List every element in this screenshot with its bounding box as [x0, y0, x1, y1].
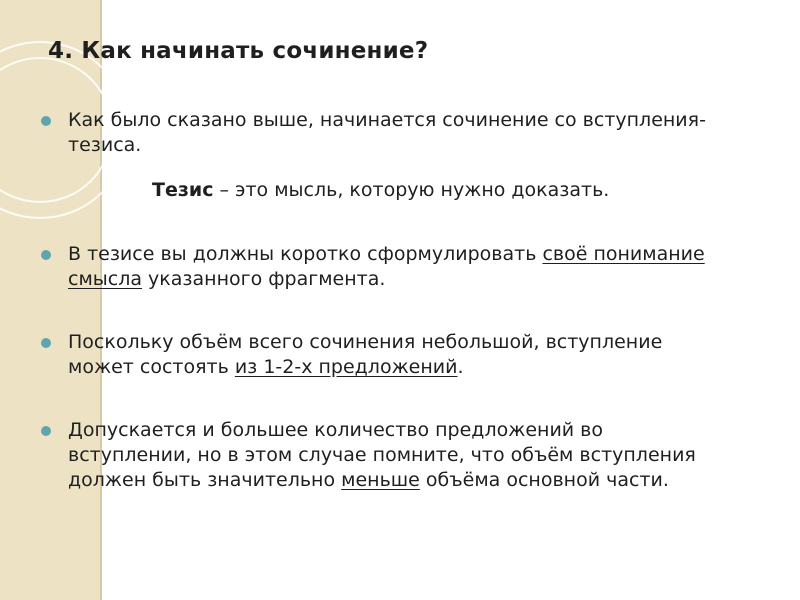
bullet-dot-icon	[41, 250, 51, 260]
thesis-term: Тезис	[152, 179, 214, 201]
bullet-text-underlined: меньше	[341, 469, 420, 491]
bullet-text: Как было сказано выше, начинается сочинение со вступления-тезиса.	[68, 109, 706, 156]
bullet-item	[40, 108, 730, 158]
bullet-dot-icon	[41, 338, 51, 348]
bullet-item	[40, 242, 730, 292]
bullet-dot-icon	[41, 426, 51, 436]
slide-title: 4. Как начинать сочинение?	[48, 38, 429, 64]
bullet-item	[40, 330, 730, 380]
bullet-text-before: В тезисе вы должны коротко сформулировать	[68, 243, 543, 265]
slide-content	[40, 108, 730, 493]
bullet-text-after: объёма основной части.	[419, 469, 669, 491]
bullet-item	[40, 418, 730, 493]
thesis-definition	[40, 178, 730, 203]
bullet-text-underlined: своё понимание смысла	[68, 243, 705, 290]
bullet-text-underlined: из 1-2-х предложений	[234, 356, 458, 378]
thesis-definition-text: – это мысль, которую нужно доказать.	[213, 179, 610, 201]
bullet-dot-icon	[41, 116, 51, 126]
bullet-text-before: Поскольку объём всего сочинения небольшой, вступление может состоять	[68, 331, 663, 378]
bullet-text-before: Допускается и большее количество предложений во вступлении, но в этом случае помните, что объём вступления должен быть значительно	[68, 419, 696, 491]
bullet-text-after: .	[457, 356, 464, 378]
bullet-text-after: указанного фрагмента.	[142, 268, 386, 290]
